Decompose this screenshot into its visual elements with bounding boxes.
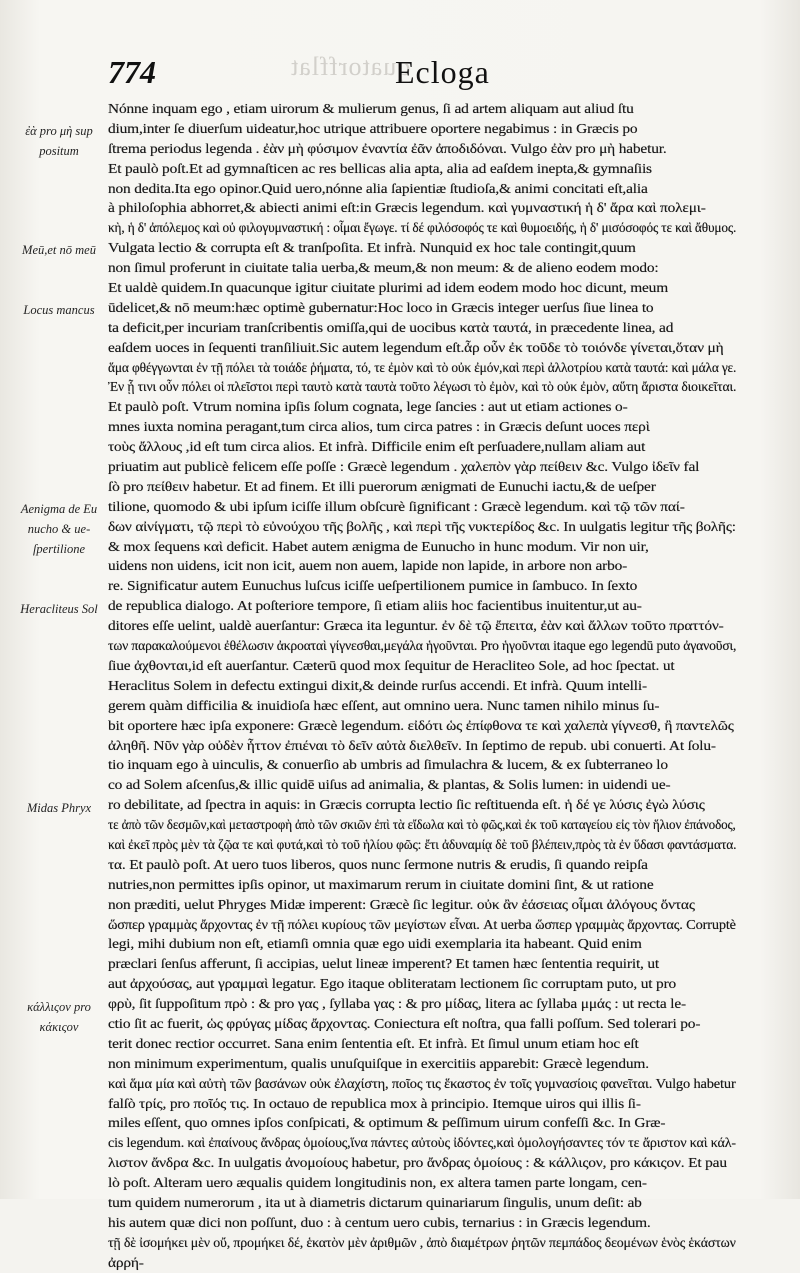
margin-note: Midas Phryx <box>26 800 92 815</box>
text-line: tum quidem numerorum , ita ut à diametris dictarum quinariarum ſingulis, unum deſit: ab <box>108 1194 642 1210</box>
text-line: & mox ſequens καὶ deficit. Habet autem ænigma de Eunucho in hunc modum. Vir non uir, <box>108 538 649 554</box>
text-line: ὥσπερ γραμμὰς ἄρχοντας ἐν τῇ πόλει κυρίους τῶν μεγίστων εἶναι. At uerba ὥσπερ γραμμὰς ἄρχοντας. Corruptè <box>108 916 736 932</box>
text-line: Ἐν ᾗ τινι οὖν πόλει οἱ πλεῖστοι περὶ ταυτὸ κατὰ ταυτὰ τοῦτο λέγωσι τὸ ἐμὸν, καὶ τὸ οὐκ ἐμὸν, αὕτη ἄριστα διοικεῖται. <box>108 379 737 395</box>
text-line: mnes iuxta nomina peragant,tum circa alios, tum circa patres : in Græcis deſunt uoces περὶ <box>108 419 650 435</box>
text-line: ἀρρή- <box>108 1254 144 1270</box>
text-line: τοὺς ἄλλους ,id eſt tum circa alios. Et infrà. Difficile enim eſt perſuadere,nullam aliam aut <box>108 439 646 455</box>
text-line: falſò τρίς, pro ποῖός τις. In octauo de republica mox à principio. Itemque uiros qui illis ſi- <box>108 1095 641 1111</box>
margin-note: Locus mancus <box>23 303 95 317</box>
text-line: ſtrema periodus legenda . ἐὰν μὴ φύσιμον ἐναντία ἐᾶν ἀποδιδόναι. Vulgo ἐὰν pro μὴ habetur. <box>108 140 667 156</box>
text-line: tio inquam ego à uinculis, & conuerſio ab umbris ad ſimulachra & lucem, & ex ſubterraneo lo <box>108 757 668 773</box>
text-line: Heraclitus Solem in defectu extingui dixit,& deinde rurſus accendi. Et infrà. Quum intelli- <box>108 677 647 693</box>
text-line: tilione, quomodo & ubi ipſum iciſſe illum obſcurè ſignificant : Græcè legendum. καὶ τῷ τῶν παί- <box>108 498 685 514</box>
text-line: legi, mihi dubium non eſt, etiamſi omnia quæ ego uidi exemplaria ita habeant. Quid enim <box>108 936 642 952</box>
text-line: καὶ ἐκεῖ πρὸς μὲν τὰ ζῷα τε καὶ φυτά,καὶ τὸ τοῦ ἡλίου φῶς: ἔτι ἀδυναμίᾳ δὲ τοῦ βλέπειν,πρὸς τὰ ἐν ὕδασι φαντάσματα. <box>108 836 737 852</box>
margin-note: κάλλιςον pro κάκιςον <box>27 999 91 1034</box>
text-line: præclari ſenſus afferunt, ſi accipias, uelut lineæ imperent? Et tamen hæc ſententia requirit, ut <box>108 956 660 972</box>
text-line: lò poſt. Alteram uero æqualis quidem longitudinis non, ex altera tamen parte longam, cen- <box>108 1175 647 1191</box>
margin-note: Aenigma de Eu nucho & ue- ſpertilione <box>20 502 98 556</box>
text-line: κὴ, ἡ δ' ἀπόλεμος καὶ οὐ φιλογυμναστική : οἶμαι ἔγωγε. τί δέ φιλόσοφός τε καὶ θυμοειδής, ἡ δ' μισόσοφός τε καὶ ἄθυμος. <box>108 220 737 236</box>
text-line: non dedita.Ita ego opinor.Quid uero,nónne alia ſapientiæ ſtudioſa,& animi concitati eſt,alia <box>108 180 648 196</box>
text-line: λιστον ἄνδρα &c. In uulgatis ἀνομοίους habetur, pro ἄνδρας ὁμοίους : & κάλλιςον, pro κάκιςον. Et pau <box>108 1155 727 1171</box>
text-line: gerem quàm difficilia & inuidioſa hæc eſſent, aut omnino uera. Nunc tamen nihilo minus ſu- <box>108 697 660 713</box>
text-line: Et paulò poſt.Et ad gymnaſticen ac res bellicas alia apta, alia ad eaſdem inepta,& gymnaſiis <box>108 160 652 176</box>
text-line: Nónne inquam ego , etiam uirorum & mulierum genus, ſi ad artem aliquam aut aliud ſtu <box>108 101 634 116</box>
text-line: re. Significatur autem Eunuchus luſcus iciſſe ueſpertilionem pumice in ſambuco. In ſexto <box>108 578 638 594</box>
text-line: Et ualdè quidem.In quacunque igitur ciuitate plurimi ad idem eodem modo hoc dicunt, meum <box>108 280 669 296</box>
margin-note: ἐὰ pro μὴ sup positum <box>25 123 93 158</box>
text-line: de republica dialogo. At poſteriore tempore, ſi etiam aliis hoc facientibus inuitentur,ut au- <box>108 598 642 614</box>
margin-note: Meū,et nō meū <box>22 243 96 258</box>
show-through-text: quatorfflat <box>290 52 411 81</box>
text-line: cis legendum. καὶ ἐπαίνους ἄνδρας ὁμοίους,ἵνα πάντες αὐτοὺς ἰδόντες,καὶ ὁμολογήσαντες τόν τε ἄριστον καὶ κάλ- <box>108 1135 736 1151</box>
text-line: ta deficit,per incuriam tranſcribentis omiſſa,qui de uocibus κατὰ ταυτά, in præcedente linea, ad <box>108 319 674 335</box>
margin-note: Heracliteus Sol <box>20 601 98 616</box>
text-line: bit oportere hæc ipſa exponere: Græcè legendum. εἰδότι ὡς ἐπίφθονα τε καὶ χαλεπὰ γίγνεσθ, ἢ παντελῶς <box>108 717 734 733</box>
text-line: καὶ ἅμα μία καὶ αὐτὴ τῶν βασάνων οὐκ ἐλαχίστη, ποῖος τις ἕκαστος ἐν τοῖς γυμνασίοις φανεῖται. Vulgo habetur <box>108 1075 736 1091</box>
running-head: Ecloga <box>395 54 490 90</box>
text-line: των παρακαλούμενοι ἐθέλωσιν ἀκροαταὶ γίγνεσθαι,μεγάλα ἡγοῦνται. Pro ἡγοῦνται itaque ego legendū puto ἀγανοῦσι, <box>108 638 737 654</box>
text-line: ūdelicet,& nō meum:hæc optimè gubernatur:Hoc loco in Græcis integer uerſus ſiue linea to <box>108 299 654 315</box>
text-line: Et paulò poſt. Vtrum nomina ipſis ſolum cognata, lege ſancies : aut ut etiam actiones o- <box>108 399 628 415</box>
page-number: 774 <box>108 54 156 90</box>
margin-notes <box>0 0 108 1199</box>
text-line: φρὺ, ſit ſuppoſitum πρὸ : & pro γας , ſyllaba γας : & pro μίδας, litera ac ſyllaba μμάς : ut recta le- <box>108 996 686 1012</box>
text-line: ctio ſit ac fuerit, ὡς φρύγας μίδας ἄρχοντας. Coniectura eſt noſtra, qua falli poſſum. Sed tolerari po- <box>108 1015 701 1031</box>
text-line: uidens non uidens, icit non icit, auem non auem, lapide non lapide, in arbore non arbo- <box>108 558 628 574</box>
text-line: τε ἀπὸ τῶν δεσμῶν,καὶ μεταστροφὴ ἀπὸ τῶν σκιῶν ἐπὶ τὰ εἴδωλα καὶ τὸ φῶς,καὶ ἐκ τοῦ καταγείου εἰς τὸν ἥλιον ἐπάνοδος, <box>108 817 736 833</box>
text-line: nutries,non permittes ipſis opinor, ut maximarum rerum in ciuitate domini ſint, & ut ratione <box>108 876 654 892</box>
text-line: dium,inter ſe diuerſum uideatur,hoc utrique attribuere oportere negabimus : in Græcis po <box>108 120 638 136</box>
text-line: à philoſophia abhorret,& abiecti animi eſt:in Græcis legendum. καὶ γυμναστική ἡ δ' ἄρα καὶ πολεμι- <box>108 200 706 216</box>
text-line: ἀληθῆ. Νῦν γὰρ οὐδὲν ἧττον ἐπιέναι τὸ δεῖν αὐτὰ διελθεῖν. In ſeptimo de repub. ubi conuerti. At ſolu- <box>108 737 716 753</box>
text-line: δων αἰνίγματι, τῷ περὶ τὸ εὐνούχου τῆς βολῆς , καὶ περὶ τῆς νυκτερίδος &c. In uulgatis legitur τῆς βολῆς: <box>108 518 736 534</box>
text-line: terit donec rectior occurret. Sana enim ſententia eſt. Et infrà. Et ſimul unum etiam hoc eſt <box>108 1035 639 1051</box>
text-line: ſò pro πείθειν habetur. Et ad finem. Et illi puerorum ænigmati de Eunuchi iactu,& de ueſper <box>108 478 656 494</box>
text-line: aut ἀρχούσας, aut γραμμαὶ legatur. Ego itaque obliteratam lectionem ſic corruptam puto, ut pro <box>108 976 677 992</box>
text-line: ſiue ἀχθονται,id eſt auerſantur. Cæterū quod mox ſequitur de Heracliteo Sole, ad hoc ſpectat. ut <box>108 657 675 673</box>
text-line: non præditi, uelut Phryges Midæ imperent: Græcè ſic legitur. οὐκ ἂν ἐάσειας οἶμαι ἀλόγους ὄντας <box>108 896 695 912</box>
body-text <box>108 99 737 1270</box>
text-line: ro debilitate, ad ſpectra in aquis: in Græcis corrupta lectio ſic reſtituenda eſt. ἡ δέ γε λύσις ἐγὼ λύσις <box>108 797 705 813</box>
text-line: τῇ δὲ ἰσομήκει μὲν οὔ, προμήκει δέ, ἑκατὸν μὲν ἀριθμῶν , ἀπὸ διαμέτρων ῥητῶν πεμπάδος δεομένων ἑνὸς ἑκάστων <box>108 1234 736 1250</box>
text-line: eaſdem uoces in ſequenti tranſiliuit.Sic autem legendum eſt.ἆρ οὖν ἐκ τοῦδε τὸ τοιόνδε γίνεται,ὅταν μὴ <box>108 339 724 355</box>
text-line: co ad Solem aſcenſus,& illic quidē uiſus ad animalia, & plantas, & Solis lumen: in uidendi ue- <box>108 777 671 793</box>
text-line: Vulgata lectio & corrupta eſt & tranſpoſita. Et infrà. Nunquid ex hoc tale contingit,quum <box>108 240 636 256</box>
text-line: non ſimul proferunt in ciuitate talia uerba,& meum,& non meum: & de alieno eodem modo: <box>108 260 659 276</box>
text-line: non minimum experimentum, qualis unuſquiſque in exercitiis apparebit: Græcè legendum. <box>108 1055 649 1071</box>
text-line: ἅμα φθέγγωνται ἐν τῇ πόλει τὰ τοιάδε ῥήματα, τό, τε ἐμὸν καὶ τὸ οὐκ ἐμόν,καὶ περὶ ἀλλοτρίου κατὰ ταυτά: καὶ μάλα γε. <box>108 359 737 375</box>
text-line: priuatim aut publicè felicem eſſe poſſe : Græcè legendum . χαλεπὸν γὰρ πείθειν &c. Vulgo ἰδεῖν fal <box>108 459 700 475</box>
text-line: τα. Et paulò poſt. At uero tuos liberos, quos nunc ſermone nutris & erudis, ſi quando reipſa <box>108 856 648 872</box>
text-line: ditores eſſe uelint, ualdè auerſantur: Græca ita leguntur. ἐν δὲ τῷ ἔπειτα, ἐὰν καὶ ἄλλων τοῦτο πραττόν- <box>108 618 724 634</box>
text-line: miles eſſent, quo omnes ipſos conſpicati, & optimum & peſſimum uirum confeſſi &c. In Græ- <box>108 1115 666 1131</box>
text-line: his autem quæ dici non poſſunt, duo : à centum uero cubis, ternarius : in Græcis legendum. <box>108 1214 651 1230</box>
